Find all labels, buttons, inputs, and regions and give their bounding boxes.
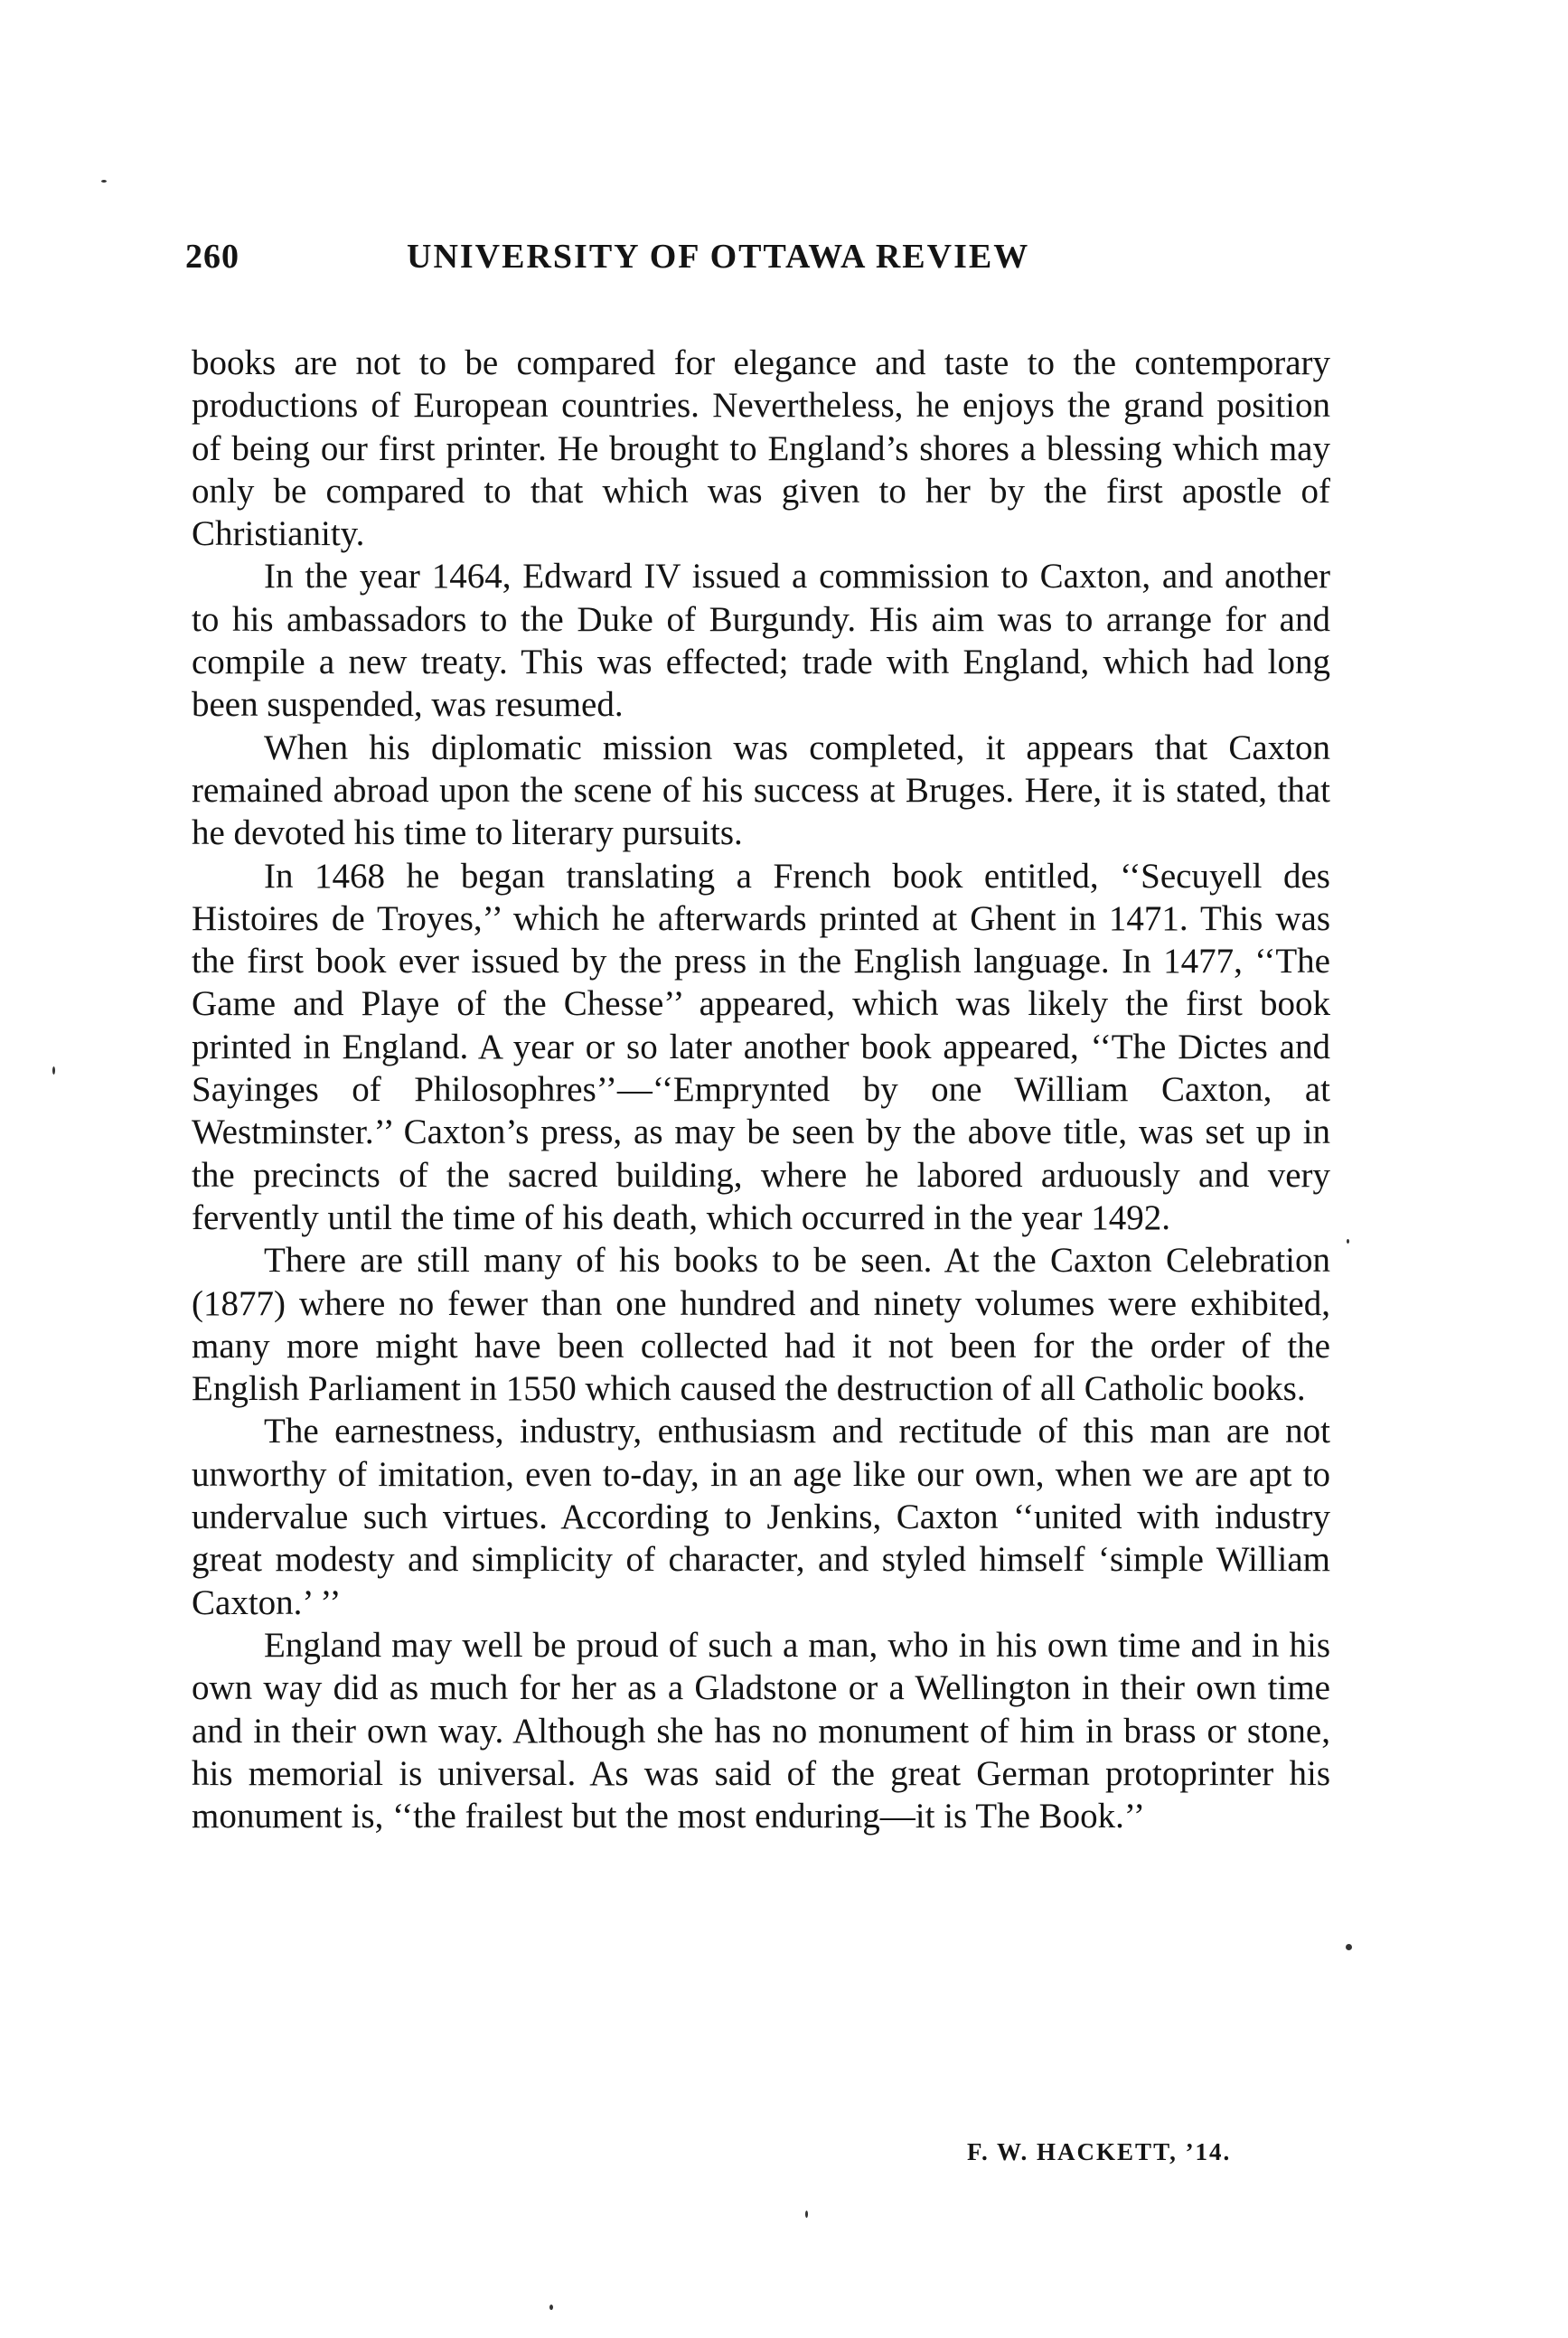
paragraph-5: There are still many of his books to be seen. At the Caxton Celebration (1877) where no fewer than one hundred and ninety volumes were exhibited, many more might have been collected had it not been for the order of the English Parliament in 1550 which caused the destruction of all Catholic books. bbox=[192, 1241, 1330, 1409]
paragraph-7: England may well be proud of such a man, who in his own time and in his own way did as much for her as a Gladstone or a Wellington in their own time and in their own way. Although she has no monument of him in brass or stone, his memorial is universal. As was said of the great German protoprinter his monument is, ‘‘the frailest but the most enduring—it is The Book.’’ bbox=[192, 1625, 1330, 1836]
paragraph-2: In the year 1464, Edward IV issued a commission to Caxton, and another to his ambassadors to the Duke of Burgundy. His aim was to arrange for and compile a new treaty. This was effected; trade with England, which had long been suspended, was resumed. bbox=[192, 557, 1330, 725]
print-speck bbox=[805, 2211, 808, 2218]
paragraph-3: When his diplomatic mission was completed, it appears that Caxton remained abroad upon the scene of his success at Bruges. Here, it is stated, that he devoted his time to literary pursuits. bbox=[192, 728, 1330, 853]
paragraph-4: In 1468 he began translating a French book entitled, ‘‘Secuyell des Histoires de Troyes,’’ which he afterwards printed at Ghent in 1471. This was the first book ever issued by the press in the English language. In 1477, ‘‘The Game and Playe of the Chesse’’ appeared, which was likely the first book printed in England. A year or so later another book appeared, ‘‘The Dictes and Sayinges of Philosophres’’—‘‘Emprynted by one William Caxton, at Westminster.’’ Caxton’s press, as may be seen by the above title, was set up in the precincts of the sacred building, where he labored arduously and very fervently until the time of his death, which occurred in the year 1492. bbox=[192, 856, 1330, 1237]
print-speck bbox=[52, 1066, 55, 1075]
paragraph-1: books are not to be compared for elegance and taste to the contemporary productions of European countries. Nevertheless, he enjoys the grand position of being our first printer. He brought to England’s shores a blessing which may only be compared to that which was given to her by the first apostle of Christianity. bbox=[192, 343, 1330, 554]
article-body bbox=[192, 342, 1330, 1837]
print-speck bbox=[1346, 1944, 1352, 1950]
print-speck bbox=[1347, 1239, 1349, 1244]
running-head bbox=[185, 237, 1112, 282]
print-speck bbox=[101, 180, 107, 183]
author-signature: F. W. HACKETT, ’14. bbox=[967, 2138, 1232, 2165]
page-number: 260 bbox=[185, 238, 239, 276]
journal-title: UNIVERSITY OF OTTAWA REVIEW bbox=[407, 238, 1030, 276]
print-speck bbox=[549, 2305, 553, 2310]
paragraph-6: The earnestness, industry, enthusiasm and rectitude of this man are not unworthy of imitation, even to-day, in an age like our own, when we are apt to undervalue such virtues. According to Jenkins, Caxton ‘‘united with industry great modesty and simplicity of character, and styled himself ‘simple William Caxton.’ ’’ bbox=[192, 1412, 1330, 1622]
